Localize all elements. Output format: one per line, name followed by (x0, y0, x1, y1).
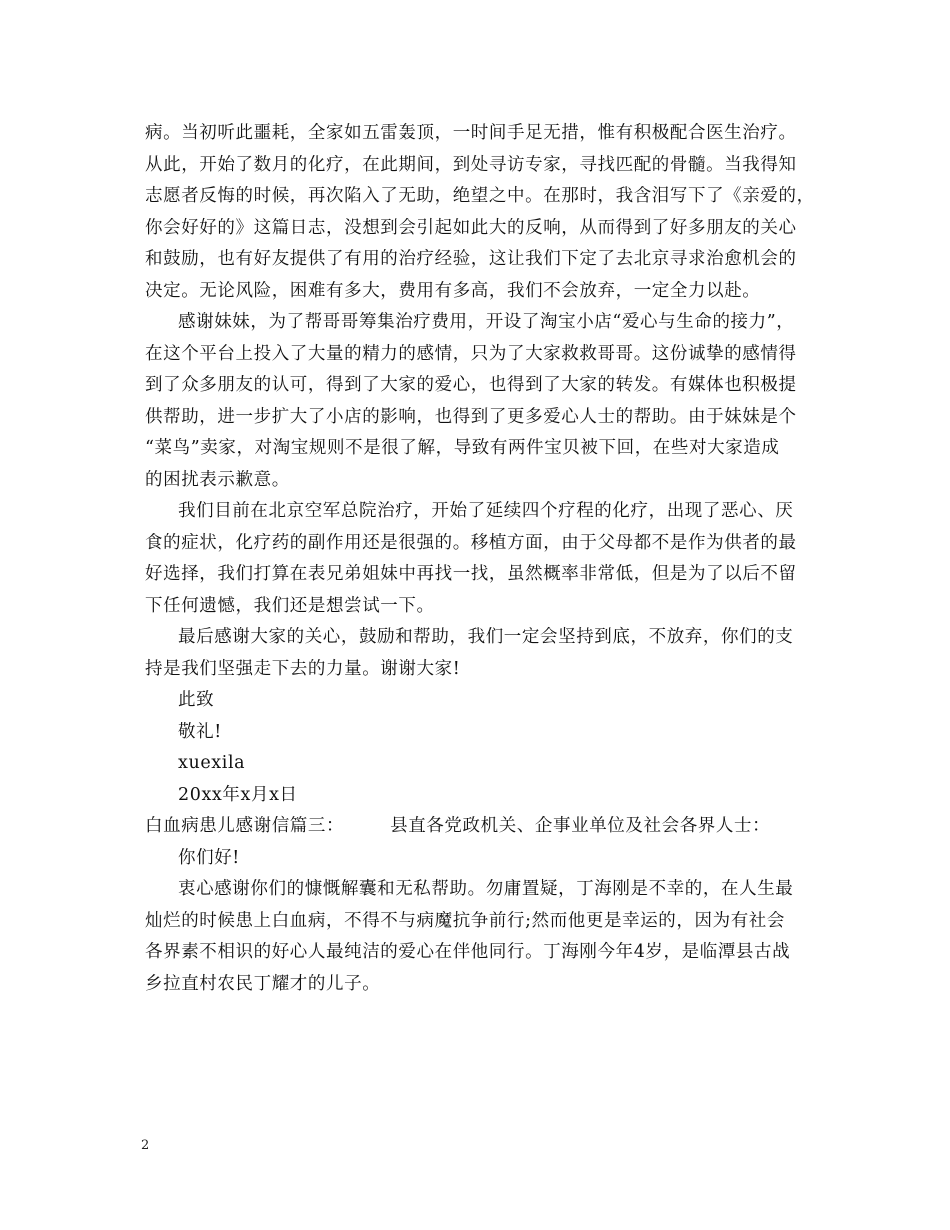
paragraph-line: 持是我们坚强走下去的力量。谢谢大家! (145, 658, 461, 679)
signature-date: 20xx年x月x日 (178, 784, 298, 805)
paragraph-line: 食的症状，化疗药的副作用还是很强的。移植方面，由于父母都不是作为供者的最 (145, 532, 797, 553)
section-heading-line (145, 811, 815, 843)
greeting: 你们好! (178, 847, 240, 868)
signature-name: xuexila (178, 753, 246, 773)
paragraph-line: 志愿者反悔的时候，再次陷入了无助，绝望之中。在那时，我含泪写下了《亲爱的， (145, 186, 815, 206)
paragraph-line: 衷心感谢你们的慷慨解囊和无私帮助。勿庸置疑，丁海刚是不幸的，在人生最 (178, 879, 794, 899)
paragraph-line: 灿烂的时候患上白血病，不得不与病魔抗争前行;然而他更是幸运的，因为有社会 (145, 910, 785, 931)
paragraph-line: “菜鸟”卖家，对淘宝规则不是很了解，导致有两件宝贝被下回，在些对大家造成 (145, 438, 780, 458)
paragraph-line: 乡拉直村农民丁耀才的儿子。 (145, 973, 381, 994)
letter-body (145, 118, 815, 1000)
page-number: 2 (141, 1138, 150, 1153)
paragraph-line: 从此，开始了数月的化疗，在此期间，到处寻访专家，寻找匹配的骨髓。当我得知 (145, 154, 797, 175)
paragraph-line: 到了众多朋友的认可，得到了大家的爱心，也得到了大家的转发。有媒体也积极提 (145, 375, 797, 395)
paragraph-line: 各界素不相识的好心人最纯洁的爱心在伴他同行。丁海刚今年4岁，是临潭县古战 (145, 942, 791, 962)
paragraph-line: 决定。无论风险，困难有多大，费用有多高，我们不会放弃，一定全力以赴。 (145, 280, 761, 301)
closing-regards: 敬礼! (178, 721, 222, 742)
paragraph-line: 和鼓励，也有好友提供了有用的治疗经验，这让我们下定了去北京寻求治愈机会的 (145, 249, 797, 269)
paragraph-line: 最后感谢大家的关心，鼓励和帮助，我们一定会坚持到底，不放弃，你们的支 (178, 627, 794, 647)
section-title: 白血病患儿感谢信篇三： (145, 816, 345, 836)
paragraph-line: 供帮助，进一步扩大了小店的影响，也得到了更多爱心人士的帮助。由于妹妹是个 (145, 406, 797, 427)
paragraph-line: 我们目前在北京空军总院治疗，开始了延续四个疗程的化疗，出现了恶心、厌 (178, 501, 794, 521)
paragraph-line: 在这个平台上投入了大量的精力的感情，只为了大家救救哥哥。这份诚挚的感情得 (145, 343, 797, 364)
letter-recipient: 县直各党政机关、企事业单位及社会各界人士： (390, 816, 771, 836)
paragraph-line: 病。当初听此噩耗，全家如五雷轰顶，一时间手足无措，惟有积极配合医生治疗。 (145, 123, 797, 143)
paragraph-line: 你会好好的》这篇日志，没想到会引起如此大的反响，从而得到了好多朋友的关心 (145, 217, 797, 238)
paragraph-line: 好选择，我们打算在表兄弟姐妹中再找一找，虽然概率非常低，但是为了以后不留 (145, 564, 797, 584)
paragraph-line: 的困扰表示歉意。 (145, 469, 290, 490)
paragraph-line: 感谢妹妹，为了帮哥哥筹集治疗费用，开设了淘宝小店“爱心与生命的接力”， (178, 312, 795, 332)
paragraph-line: 下任何遗憾，我们还是想尝试一下。 (145, 595, 435, 616)
closing-salutation: 此致 (178, 690, 215, 710)
